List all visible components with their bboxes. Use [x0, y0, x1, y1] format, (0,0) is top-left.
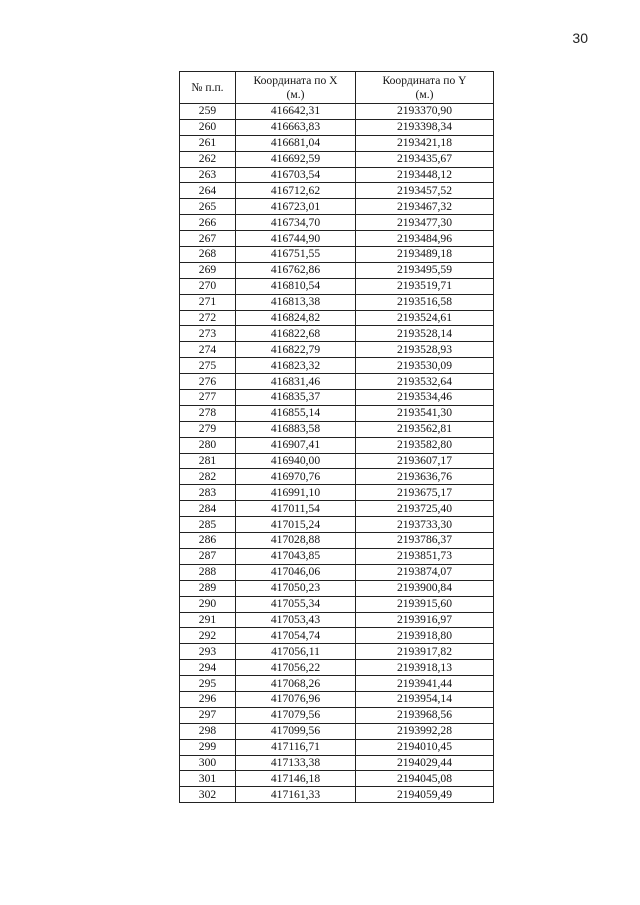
- cell-coordinate-x: 416835,37: [236, 390, 356, 406]
- cell-coordinate-x: 417116,71: [236, 739, 356, 755]
- cell-coordinate-x: 416723,01: [236, 199, 356, 215]
- cell-coordinate-x: 416810,54: [236, 278, 356, 294]
- cell-point-number: 301: [180, 771, 236, 787]
- page-number: 30: [572, 30, 588, 46]
- cell-coordinate-x: 416734,70: [236, 215, 356, 231]
- cell-coordinate-y: 2193786,37: [356, 533, 494, 549]
- cell-point-number: 293: [180, 644, 236, 660]
- header-coordinate-x-label: Координата по X: [253, 73, 338, 87]
- cell-coordinate-x: 417068,26: [236, 676, 356, 692]
- cell-point-number: 294: [180, 660, 236, 676]
- cell-coordinate-y: 2193435,67: [356, 151, 494, 167]
- cell-coordinate-y: 2193457,52: [356, 183, 494, 199]
- table-row: [180, 390, 494, 406]
- table-row: [180, 533, 494, 549]
- cell-point-number: 265: [180, 199, 236, 215]
- cell-point-number: 259: [180, 104, 236, 120]
- cell-coordinate-x: 417146,18: [236, 771, 356, 787]
- table-row: [180, 215, 494, 231]
- cell-coordinate-x: 417161,33: [236, 787, 356, 803]
- table-row: [180, 723, 494, 739]
- cell-point-number: 266: [180, 215, 236, 231]
- cell-coordinate-y: 2193992,28: [356, 723, 494, 739]
- table-row: [180, 755, 494, 771]
- cell-point-number: 292: [180, 628, 236, 644]
- table-row: [180, 326, 494, 342]
- cell-point-number: 286: [180, 533, 236, 549]
- cell-point-number: 271: [180, 294, 236, 310]
- cell-point-number: 275: [180, 358, 236, 374]
- cell-point-number: 269: [180, 262, 236, 278]
- cell-coordinate-y: 2193477,30: [356, 215, 494, 231]
- cell-coordinate-y: 2193675,17: [356, 485, 494, 501]
- cell-coordinate-x: 416663,83: [236, 119, 356, 135]
- cell-point-number: 298: [180, 723, 236, 739]
- cell-point-number: 300: [180, 755, 236, 771]
- cell-coordinate-x: 416822,68: [236, 326, 356, 342]
- cell-coordinate-x: 417028,88: [236, 533, 356, 549]
- header-coordinate-x-unit: (м.): [286, 87, 305, 101]
- cell-coordinate-x: 417055,34: [236, 596, 356, 612]
- coordinates-table: [179, 71, 494, 803]
- cell-coordinate-y: 2193562,81: [356, 421, 494, 437]
- header-coordinate-y-label: Координата по Y: [382, 73, 467, 87]
- table-row: [180, 676, 494, 692]
- cell-coordinate-x: 417133,38: [236, 755, 356, 771]
- cell-point-number: 268: [180, 247, 236, 263]
- cell-coordinate-y: 2193918,80: [356, 628, 494, 644]
- table-row: [180, 104, 494, 120]
- cell-coordinate-y: 2194059,49: [356, 787, 494, 803]
- cell-point-number: 291: [180, 612, 236, 628]
- cell-point-number: 274: [180, 342, 236, 358]
- cell-point-number: 279: [180, 421, 236, 437]
- cell-point-number: 264: [180, 183, 236, 199]
- cell-coordinate-y: 2193467,32: [356, 199, 494, 215]
- cell-coordinate-x: 416855,14: [236, 405, 356, 421]
- cell-point-number: 276: [180, 374, 236, 390]
- cell-coordinate-y: 2193968,56: [356, 707, 494, 723]
- header-coordinate-x: [236, 72, 356, 104]
- table-row: [180, 199, 494, 215]
- table-row: [180, 628, 494, 644]
- table-row: [180, 501, 494, 517]
- cell-coordinate-y: 2194045,08: [356, 771, 494, 787]
- cell-point-number: 262: [180, 151, 236, 167]
- cell-point-number: 296: [180, 691, 236, 707]
- cell-coordinate-x: 417011,54: [236, 501, 356, 517]
- table-row: [180, 787, 494, 803]
- cell-coordinate-y: 2194010,45: [356, 739, 494, 755]
- cell-coordinate-y: 2193582,80: [356, 437, 494, 453]
- table-row: [180, 517, 494, 533]
- cell-coordinate-x: 417053,43: [236, 612, 356, 628]
- cell-coordinate-x: 417099,56: [236, 723, 356, 739]
- table-row: [180, 437, 494, 453]
- table-row: [180, 294, 494, 310]
- table-row: [180, 660, 494, 676]
- table-row: [180, 342, 494, 358]
- table-row: [180, 707, 494, 723]
- cell-coordinate-y: 2193519,71: [356, 278, 494, 294]
- cell-point-number: 280: [180, 437, 236, 453]
- table-row: [180, 135, 494, 151]
- cell-coordinate-x: 417046,06: [236, 564, 356, 580]
- cell-point-number: 289: [180, 580, 236, 596]
- cell-coordinate-x: 416744,90: [236, 231, 356, 247]
- cell-coordinate-x: 417015,24: [236, 517, 356, 533]
- cell-coordinate-y: 2193398,34: [356, 119, 494, 135]
- header-point-number: № п.п.: [180, 72, 236, 104]
- cell-point-number: 295: [180, 676, 236, 692]
- cell-coordinate-y: 2193917,82: [356, 644, 494, 660]
- table-row: [180, 580, 494, 596]
- table-row: [180, 247, 494, 263]
- cell-coordinate-x: 416822,79: [236, 342, 356, 358]
- cell-coordinate-x: 416907,41: [236, 437, 356, 453]
- cell-coordinate-y: 2193636,76: [356, 469, 494, 485]
- cell-point-number: 261: [180, 135, 236, 151]
- cell-point-number: 272: [180, 310, 236, 326]
- cell-coordinate-y: 2193916,97: [356, 612, 494, 628]
- cell-coordinate-y: 2193915,60: [356, 596, 494, 612]
- table-row: [180, 119, 494, 135]
- cell-point-number: 278: [180, 405, 236, 421]
- cell-point-number: 284: [180, 501, 236, 517]
- cell-coordinate-y: 2193607,17: [356, 453, 494, 469]
- table-row: [180, 644, 494, 660]
- table-row: [180, 262, 494, 278]
- cell-coordinate-y: 2193851,73: [356, 548, 494, 564]
- table-row: [180, 310, 494, 326]
- cell-coordinate-x: 417056,22: [236, 660, 356, 676]
- cell-coordinate-x: 416813,38: [236, 294, 356, 310]
- cell-coordinate-y: 2193532,64: [356, 374, 494, 390]
- cell-coordinate-x: 416692,59: [236, 151, 356, 167]
- cell-coordinate-x: 417056,11: [236, 644, 356, 660]
- cell-coordinate-y: 2193541,30: [356, 405, 494, 421]
- cell-coordinate-x: 416681,04: [236, 135, 356, 151]
- table-row: [180, 691, 494, 707]
- cell-coordinate-y: 2193918,13: [356, 660, 494, 676]
- table-row: [180, 485, 494, 501]
- cell-coordinate-y: 2193484,96: [356, 231, 494, 247]
- cell-point-number: 290: [180, 596, 236, 612]
- cell-point-number: 282: [180, 469, 236, 485]
- cell-coordinate-y: 2193421,18: [356, 135, 494, 151]
- cell-coordinate-y: 2193448,12: [356, 167, 494, 183]
- table-row: [180, 374, 494, 390]
- cell-coordinate-x: 416883,58: [236, 421, 356, 437]
- table-row: [180, 405, 494, 421]
- cell-coordinate-x: 416824,82: [236, 310, 356, 326]
- table-row: [180, 548, 494, 564]
- cell-point-number: 281: [180, 453, 236, 469]
- cell-coordinate-x: 416762,86: [236, 262, 356, 278]
- table-row: [180, 183, 494, 199]
- cell-point-number: 273: [180, 326, 236, 342]
- cell-coordinate-y: 2193530,09: [356, 358, 494, 374]
- cell-point-number: 283: [180, 485, 236, 501]
- cell-coordinate-y: 2193954,14: [356, 691, 494, 707]
- cell-coordinate-y: 2193733,30: [356, 517, 494, 533]
- cell-coordinate-x: 417079,56: [236, 707, 356, 723]
- cell-coordinate-y: 2193495,59: [356, 262, 494, 278]
- cell-coordinate-y: 2193874,07: [356, 564, 494, 580]
- cell-coordinate-x: 416970,76: [236, 469, 356, 485]
- table-row: [180, 358, 494, 374]
- cell-coordinate-x: 417043,85: [236, 548, 356, 564]
- table-row: [180, 564, 494, 580]
- cell-coordinate-x: 417076,96: [236, 691, 356, 707]
- cell-point-number: 297: [180, 707, 236, 723]
- table-body: [180, 104, 494, 803]
- cell-coordinate-x: 416703,54: [236, 167, 356, 183]
- cell-coordinate-x: 417050,23: [236, 580, 356, 596]
- header-coordinate-y: [356, 72, 494, 104]
- cell-point-number: 287: [180, 548, 236, 564]
- table-row: [180, 739, 494, 755]
- cell-coordinate-y: 2193528,14: [356, 326, 494, 342]
- table-row: [180, 771, 494, 787]
- cell-coordinate-y: 2193524,61: [356, 310, 494, 326]
- cell-coordinate-y: 2193528,93: [356, 342, 494, 358]
- table-row: [180, 596, 494, 612]
- cell-coordinate-y: 2193516,58: [356, 294, 494, 310]
- cell-coordinate-y: 2193900,84: [356, 580, 494, 596]
- cell-point-number: 263: [180, 167, 236, 183]
- cell-coordinate-x: 416642,31: [236, 104, 356, 120]
- cell-point-number: 285: [180, 517, 236, 533]
- cell-coordinate-y: 2193534,46: [356, 390, 494, 406]
- cell-coordinate-x: 416991,10: [236, 485, 356, 501]
- table-row: [180, 469, 494, 485]
- cell-coordinate-x: 416751,55: [236, 247, 356, 263]
- cell-point-number: 288: [180, 564, 236, 580]
- cell-point-number: 260: [180, 119, 236, 135]
- table-row: [180, 612, 494, 628]
- cell-coordinate-y: 2193489,18: [356, 247, 494, 263]
- cell-coordinate-y: 2193725,40: [356, 501, 494, 517]
- cell-coordinate-x: 417054,74: [236, 628, 356, 644]
- table-row: [180, 151, 494, 167]
- cell-coordinate-x: 416712,62: [236, 183, 356, 199]
- cell-point-number: 299: [180, 739, 236, 755]
- table-row: [180, 421, 494, 437]
- table-row: [180, 167, 494, 183]
- table-header-row: [180, 72, 494, 104]
- cell-coordinate-x: 416831,46: [236, 374, 356, 390]
- cell-coordinate-y: 2194029,44: [356, 755, 494, 771]
- cell-point-number: 277: [180, 390, 236, 406]
- table-row: [180, 278, 494, 294]
- header-coordinate-y-unit: (м.): [415, 87, 434, 101]
- cell-point-number: 267: [180, 231, 236, 247]
- cell-coordinate-x: 416940,00: [236, 453, 356, 469]
- table-row: [180, 453, 494, 469]
- cell-coordinate-y: 2193370,90: [356, 104, 494, 120]
- cell-coordinate-x: 416823,32: [236, 358, 356, 374]
- cell-point-number: 302: [180, 787, 236, 803]
- cell-coordinate-y: 2193941,44: [356, 676, 494, 692]
- table-row: [180, 231, 494, 247]
- cell-point-number: 270: [180, 278, 236, 294]
